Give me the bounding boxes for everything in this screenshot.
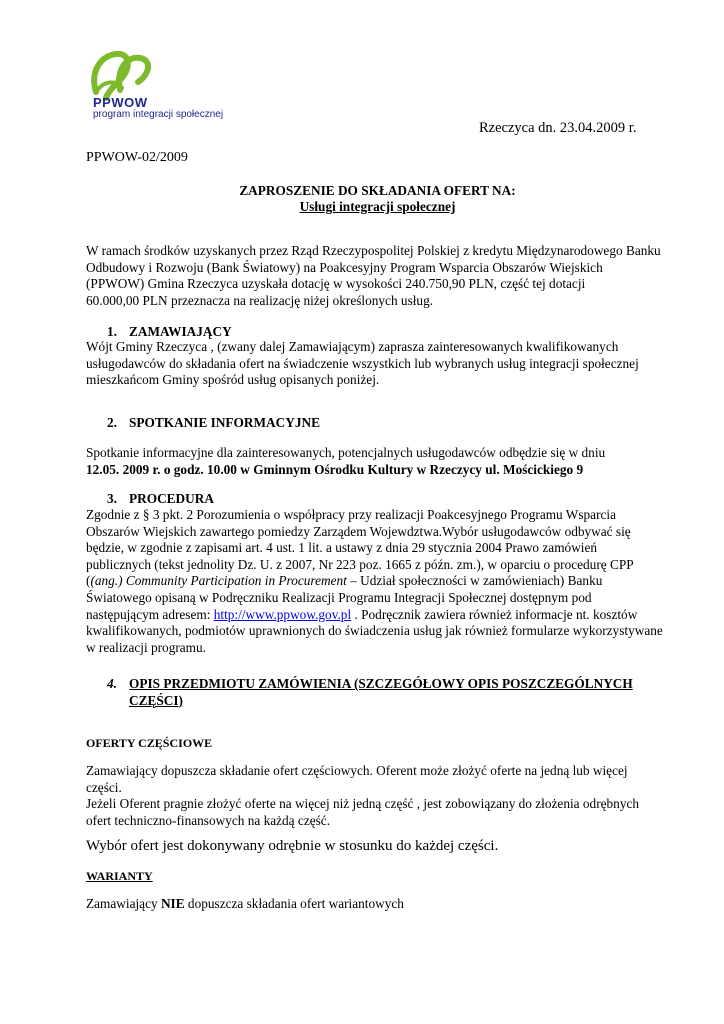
intro-paragraph: W ramach środków uzyskanych przez Rząd Rzeczypospolitej Polskiej z kredytu Międzynarodowego Banku Odbudowy i Rozwoju (Bank Światowy) na Poakcesyjny Program Wsparcia Obszarów Wiejskich (PPWOW) Gmina Rzeczyca uzyskała dotację w wysokości 240.750,90 PLN, część tej dotacji 60.000,00 PLN przeznacza na realizację niżej określonych usług. xyxy=(86,243,661,308)
document-subtitle: Usługi integracji społecznej xyxy=(299,199,456,214)
program-website-link[interactable]: http://www.ppwow.gov.pl xyxy=(213,606,352,622)
section-2-heading: 2. SPOTKANIE INFORMACYJNE xyxy=(107,415,320,430)
logo-subtitle: program integracji społecznej xyxy=(93,109,224,120)
document-title: ZAPROSZENIE DO SKŁADANIA OFERT NA: xyxy=(239,183,516,198)
variants-body: Zamawiający NIE dopuszcza składania ofert wariantowych xyxy=(86,896,404,911)
section-3-heading: 3. PROCEDURA xyxy=(107,491,214,506)
variants-heading: WARIANTY xyxy=(86,869,153,883)
partial-offers-body: Zamawiający dopuszcza składanie ofert częściowych. Oferent może złożyć oferte na jedną lub więcej części. Jeżeli Oferent pragnie złożyć oferte na więcej niż jedną część , jest zobowiązany do złożenia odrębnych ofert techniczno-finansowych na każdą część. xyxy=(86,763,640,828)
section-4-heading: 4. OPIS PRZEDMIOTU ZAMÓWIENIA (SZCZEGÓŁOWY OPIS POSZCZEGÓLNYCH CZĘŚCI) xyxy=(107,676,633,708)
reference-number: PPWOW-02/2009 xyxy=(86,150,188,165)
section-1-heading: 1. ZAMAWIAJĄCY xyxy=(107,324,232,339)
section-1-body: Wójt Gminy Rzeczyca , (zwany dalej Zamawiającym) zaprasza zainteresowanych kwalifikowanych usługodawców do składania ofert na świadczenie wszystkich lub wybranych usług integracji społecznej mieszkańcom Gminy spośród usług opisanych poniżej. xyxy=(86,339,639,388)
partial-offers-heading: OFERTY CZĘŚCIOWE xyxy=(86,736,213,750)
partial-offers-note: Wybór ofert jest dokonywany odrębnie w stosunku do każdej części. xyxy=(86,838,499,854)
logo-title: PPWOW xyxy=(93,95,148,110)
section-2-body: Spotkanie informacyjne dla zainteresowanych, potencjalnych usługodawców odbędzie się w dniu 12.05. 2009 r. o godz. 10.00 w Gminnym Ośrodku Kultury w Rzeczycy ul. Mościckiego 9 xyxy=(86,445,606,477)
date-line: Rzeczyca dn. 23.04.2009 r. xyxy=(479,120,637,136)
section-3-body: Zgodnie z § 3 pkt. 2 Porozumienia o współpracy przy realizacji Poakcesyjnego Programu Wsparcia Obszarów Wiejskich zawartego pomiedzy Zarządem Wojewdztwa.Wybór usługodawców odbywać się będzie, w zgodnie z zapisami art. 4 ust. 1 lit. a ustawy z dnia 29 stycznia 2004 Prawo zamówień publicznych (tekst jednolity Dz. U. z 2007, Nr 223 poz. 1665 z późn. zm.), w oparciu o procedurę CPP ((ang.) Community Participation in Procurement – Udział społeczności w zamówieniach) Banku Światowego opisaną w Podręczniku Realizacji Programu Integracji Społecznej dostępnym pod następującym adresem: http://www.ppwow.gov.pl . Podręcznik zawiera również informacje nt. kosztów kwalifikowanych, podmiotów uprawnionych do świadczenia usług jak również formularze wykorzystywane w realizacji programu. xyxy=(86,507,663,655)
